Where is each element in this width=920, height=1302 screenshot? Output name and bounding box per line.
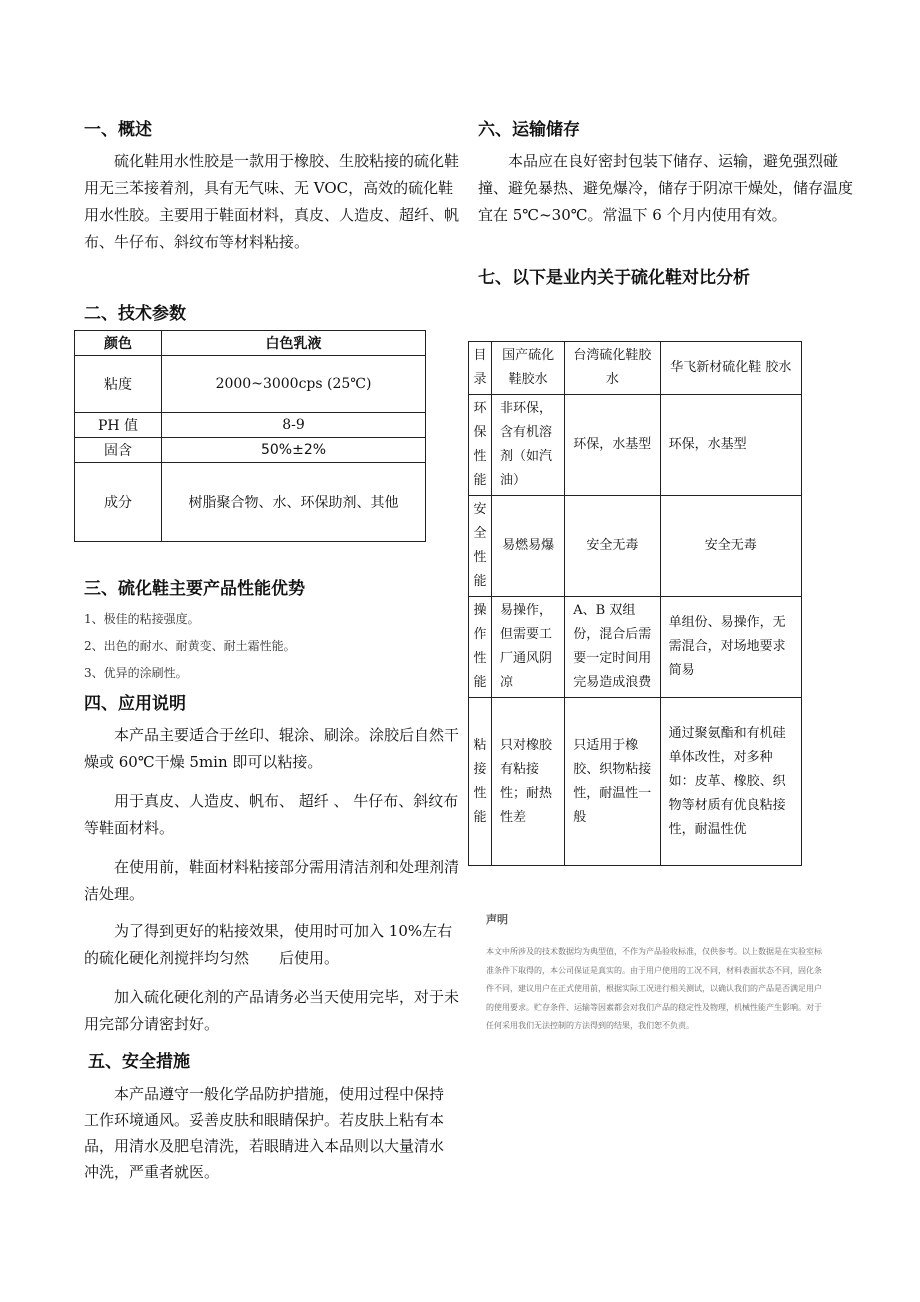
declaration-text: 本文中所涉及的技术数据均为典型值，不作为产品验收标准，仅供参考。以上数据是在实验室标准条件下取得的，本公司保证是真实的。由于用户使用的工况不同，材料表面状态不同，固化条件不同，建议用户在正式使用前，根据实际工况进行相关测试，以确认我们的产品是否满足用户的使用要求。贮存条件、运输等因素都会对我们产品的稳定性及物理，机械性能产生影响。对于任何采用我们无法控制的方法得到的结果，我们恕不负责。 [486, 947, 822, 1030]
table-row-label: 粘接性能 [469, 698, 492, 866]
table-row [75, 331, 426, 356]
table-header-cell: 台湾硫化鞋胶水 [565, 342, 660, 395]
spec-value: 白色乳液 [162, 331, 426, 356]
table-row-label: 操作性能 [469, 597, 492, 698]
section-storage-title: 六、运输储存 [478, 120, 580, 140]
table-header-cell: 国产硫化鞋胶水 [492, 342, 565, 395]
table-row [75, 413, 426, 438]
spec-label: PH 值 [75, 413, 162, 438]
usage-paragraph: 在使用前，鞋面材料粘接部分需用清洁剂和处理剂清洁处理。 [84, 858, 460, 903]
usage-paragraph: 本产品主要适合于丝印、辊涂、刷涂。涂胶后自然干燥或 60℃干燥 5min 即可以粘接。 [84, 726, 460, 771]
section-usage-title: 四、应用说明 [84, 694, 186, 714]
spec-label: 颜色 [75, 331, 162, 356]
table-header-cell: 目录 [469, 342, 492, 395]
specs-table [74, 330, 426, 542]
section-specs-title: 二、技术参数 [84, 304, 186, 324]
table-row [469, 342, 802, 395]
table-cell: 只对橡胶有粘接性；耐热性差 [492, 698, 565, 866]
section-comparison-title: 七、以下是业内关于硫化鞋对比分析 [478, 268, 750, 288]
table-row-label: 安全性能 [469, 496, 492, 597]
table-cell: 单组份、易操作，无需混合，对场地要求简易 [660, 597, 801, 698]
table-row [469, 597, 802, 698]
table-cell: 通过聚氨酯和有机硅单体改性，对多种如：皮革、橡胶、织物等材质有优良粘接性，耐温性优 [660, 698, 801, 866]
usage-paragraph: 用于真皮、人造皮、帆布、 超纤 、 牛仔布、斜纹布等鞋面材料。 [84, 792, 459, 837]
table-cell: A、B 双组份，混合后需要一定时间用完易造成浪费 [565, 597, 660, 698]
usage-paragraph: 为了得到更好的粘接效果，使用时可加入 10%左右的硫化硬化剂搅拌均匀然 后使用。 [84, 922, 453, 967]
spec-value: 2000~3000cps (25℃) [162, 356, 426, 413]
table-row [75, 463, 426, 542]
table-row [469, 395, 802, 496]
spec-label: 成分 [75, 463, 162, 542]
overview-text: 硫化鞋用水性胶是一款用于橡胶、生胶粘接的硫化鞋用无三苯接着剂，具有无气味、无 VOC，高效的硫化鞋用水性胶。主要用于鞋面材料，真皮、人造皮、超纤、帆布、牛仔布、斜纹布等材料粘接。 [84, 152, 460, 251]
spec-label: 粘度 [75, 356, 162, 413]
table-cell: 易燃易爆 [492, 496, 565, 597]
table-cell: 安全无毒 [660, 496, 801, 597]
list-item: 1、极佳的粘接强度。 [84, 612, 200, 626]
table-cell: 安全无毒 [565, 496, 660, 597]
section-safety-title: 五、安全措施 [88, 1052, 190, 1072]
table-row [75, 438, 426, 463]
safety-text: 本产品遵守一般化学品防护措施，使用过程中保持工作环境通风。妥善皮肤和眼睛保护。若皮肤上粘有本品，用清水及肥皂清洗，若眼睛进入本品则以大量清水冲洗，严重者就医。 [84, 1085, 445, 1181]
list-item: 2、出色的耐水、耐黄变、耐土霜性能。 [84, 639, 296, 653]
declaration-title: 声明 [486, 913, 508, 926]
table-cell: 环保，水基型 [660, 395, 801, 496]
spec-value: 树脂聚合物、水、环保助剂、其他 [162, 463, 426, 542]
table-row [75, 356, 426, 413]
usage-paragraph: 加入硫化硬化剂的产品请务必当天使用完毕，对于未用完部分请密封好。 [84, 988, 460, 1033]
table-header-cell: 华飞新材硫化鞋 胶水 [660, 342, 801, 395]
comparison-table [468, 341, 802, 866]
table-row [469, 698, 802, 866]
table-cell: 易操作，但需要工厂通风阴凉 [492, 597, 565, 698]
table-row [469, 496, 802, 597]
spec-value: 8-9 [162, 413, 426, 438]
section-advantages-title: 三、硫化鞋主要产品性能优势 [84, 579, 305, 599]
storage-text: 本品应在良好密封包装下储存、运输，避免强烈碰撞、避免暴热、避免爆冷，储存于阴凉干燥处，储存温度宜在 5℃~30℃。常温下 6 个月内使用有效。 [478, 152, 854, 224]
spec-value: 50%±2% [162, 438, 426, 463]
advantages-list [84, 606, 296, 687]
table-cell: 环保，水基型 [565, 395, 660, 496]
spec-label: 固含 [75, 438, 162, 463]
table-row-label: 环保性能 [469, 395, 492, 496]
table-cell: 只适用于橡胶、织物粘接性，耐温性一般 [565, 698, 660, 866]
section-overview-title: 一、概述 [84, 120, 152, 140]
table-cell: 非环保，含有机溶剂（如汽油） [492, 395, 565, 496]
list-item: 3、优异的涂刷性。 [84, 666, 188, 680]
